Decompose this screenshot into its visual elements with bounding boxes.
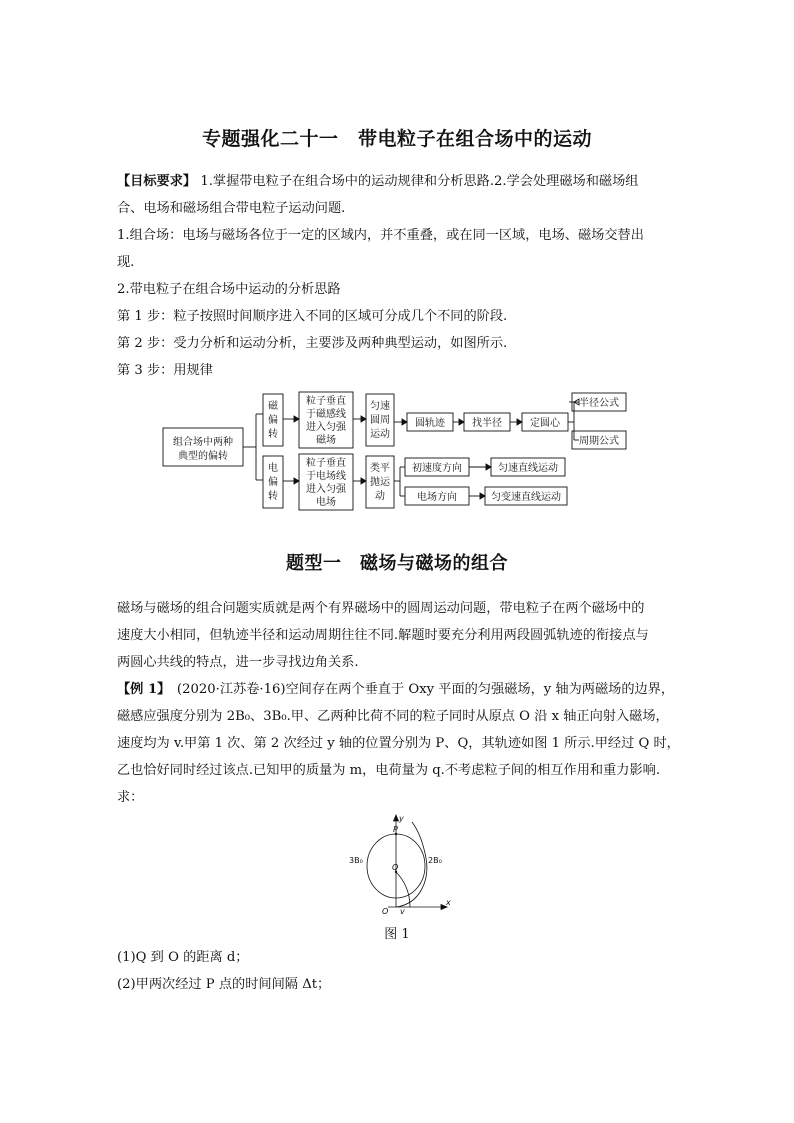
intro-line-3: 两圆心共线的特点，进一步寻找边角关系. bbox=[117, 655, 359, 670]
electric-cond-2: 于电场线 bbox=[306, 471, 346, 482]
para1-line-2: 现. bbox=[117, 255, 135, 270]
electric-label-2: 偏 bbox=[268, 477, 278, 488]
objectives-text-1: 1.掌握带电粒子在组合场中的运动规律和分析思路.2.学会处理磁场和磁场组 bbox=[200, 174, 639, 189]
magnetic-label-1: 磁 bbox=[268, 401, 278, 412]
step-1: 第 1 步：粒子按照时间顺序进入不同的区域可分成几个不同的阶段. bbox=[117, 309, 508, 324]
root-text-2: 典型的偏转 bbox=[178, 451, 228, 462]
electric-cond-3: 进入匀强 bbox=[306, 484, 346, 495]
intro-line-2: 速度大小相同，但轨迹半径和运动周期往往不同.解题时要充分利用两段圆弧轨迹的衔接点与 bbox=[117, 628, 649, 643]
step-3: 第 3 步：用规律 bbox=[117, 363, 213, 378]
branch-result-1: 匀速直线运动 bbox=[498, 463, 558, 474]
example-line-5: 求： bbox=[117, 790, 144, 805]
electric-label-3: 转 bbox=[268, 491, 278, 502]
section-title: 题型一 磁场与磁场的组合 bbox=[286, 553, 508, 574]
magnetic-cond-3: 进入匀强 bbox=[306, 422, 346, 433]
magnetic-label-2: 偏 bbox=[268, 415, 278, 426]
output-text-2: 周期公式 bbox=[579, 436, 619, 447]
figure-1-trajectory bbox=[338, 812, 458, 916]
y-axis-arrow bbox=[394, 815, 399, 821]
para1-line-1: 1.组合场：电场与磁场各位于一定的区域内，并不重叠，或在同一区域，电场、磁场交替出 bbox=[117, 228, 644, 243]
magnetic-label-3: 转 bbox=[268, 429, 278, 440]
magnetic-motion-3: 运动 bbox=[370, 429, 390, 440]
output-text-1: 半径公式 bbox=[579, 398, 619, 409]
y-axis-label: y bbox=[399, 814, 404, 823]
example-tag: 【例 1】 bbox=[117, 682, 164, 697]
question-1: (1)Q 到 O 的距离 d； bbox=[117, 950, 249, 965]
objectives-line-1 bbox=[117, 173, 682, 191]
point-p-label: P bbox=[393, 825, 398, 834]
example-line-2: 磁感应强度分别为 2B₀、3B₀.甲、乙两种比荷不同的粒子同时从原点 O 沿 x 轴正向射入磁场， bbox=[117, 709, 669, 724]
x-axis-label: x bbox=[446, 898, 451, 907]
magnetic-cond-4: 磁场 bbox=[316, 435, 336, 446]
left-field-label: 3B₀ bbox=[349, 856, 363, 865]
step-2: 第 2 步：受力分析和运动分析，主要涉及两种典型运动，如图所示. bbox=[117, 336, 508, 351]
chain-text-3: 定圆心 bbox=[530, 418, 560, 429]
electric-label-1: 电 bbox=[268, 463, 278, 474]
chain-text-1: 圆轨迹 bbox=[415, 418, 445, 429]
right-field-label: 2B₀ bbox=[428, 856, 442, 865]
origin-label: O bbox=[382, 907, 389, 916]
inner-trajectory-arc bbox=[396, 872, 410, 907]
analysis-flowchart bbox=[160, 384, 640, 514]
objectives-tag: 【目标要求】 bbox=[117, 174, 197, 189]
intro-line-1: 磁场与磁场的组合问题实质就是两个有界磁场中的圆周运动问题，带电粒子在两个磁场中的 bbox=[117, 601, 645, 616]
velocity-label: v bbox=[400, 907, 405, 916]
figure-1-caption: 图 1 bbox=[384, 927, 410, 942]
electric-cond-4: 电场 bbox=[316, 497, 336, 508]
page-title: 专题强化二十一 带电粒子在组合场中的运动 bbox=[201, 128, 592, 150]
example-text-1: (2020·江苏卷·16)空间存在两个垂直于 Oxy 平面的匀强磁场，y 轴为两磁场的边界， bbox=[163, 682, 675, 697]
magnetic-cond-2: 于磁感线 bbox=[306, 409, 346, 420]
electric-motion-3: 动 bbox=[375, 491, 385, 502]
objectives-line-2: 合、电场和磁场组合带电粒子运动问题. bbox=[117, 201, 346, 216]
electric-motion-1: 类平 bbox=[370, 463, 390, 474]
question-2: (2)甲两次经过 P 点的时间间隔 Δt； bbox=[117, 977, 331, 992]
electric-cond-1: 粒子垂直 bbox=[306, 458, 346, 469]
chain-text-2: 找半径 bbox=[472, 418, 502, 429]
root-text-1: 组合场中两种 bbox=[173, 437, 233, 448]
example-line-3: 速度均为 v.甲第 1 次、第 2 次经过 y 轴的位置分别为 P、Q，其轨迹如图 1 所示.甲经过 Q 时， bbox=[117, 736, 680, 751]
magnetic-cond-1: 粒子垂直 bbox=[306, 396, 346, 407]
magnetic-motion-1: 匀速 bbox=[370, 401, 390, 412]
branch-result-2: 匀变速直线运动 bbox=[491, 492, 561, 503]
point-q-label: Q bbox=[392, 863, 399, 872]
example-line-1 bbox=[117, 681, 682, 699]
branch-text-1: 初速度方向 bbox=[412, 463, 462, 474]
branch-text-2: 电场方向 bbox=[417, 492, 457, 503]
magnetic-motion-2: 圆周 bbox=[370, 415, 390, 426]
para2-heading: 2.带电粒子在组合场中运动的分析思路 bbox=[117, 282, 341, 297]
electric-motion-2: 抛运 bbox=[370, 477, 390, 488]
example-line-4: 乙也恰好同时经过该点.已知甲的质量为 m，电荷量为 q.不考虑粒子间的相互作用和重力影响. bbox=[117, 763, 661, 778]
